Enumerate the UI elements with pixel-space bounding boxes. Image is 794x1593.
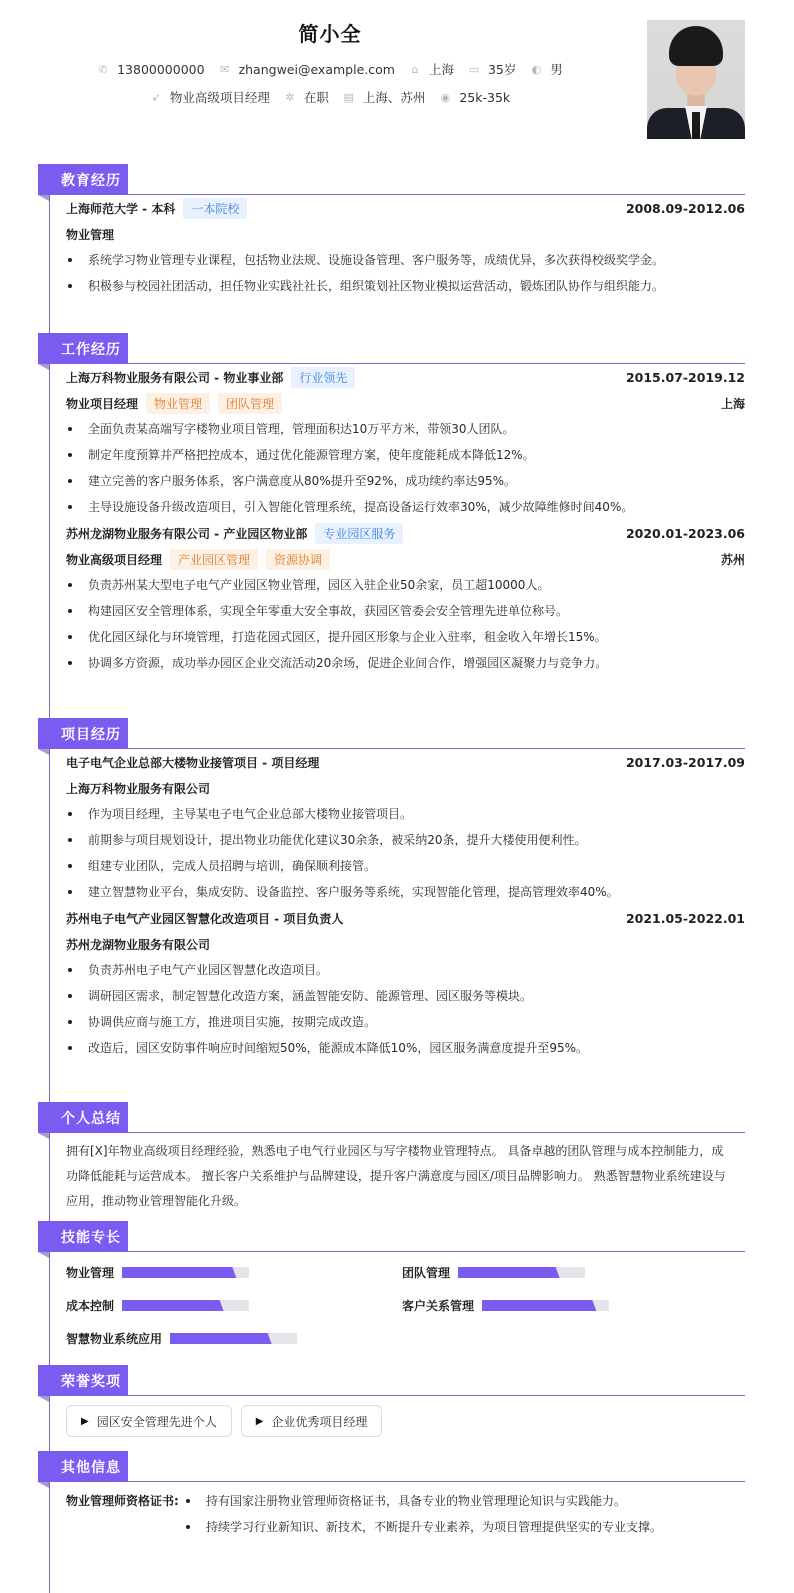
list-item: 全面负责某高端写字楼物业项目管理，管理面积达10万平方米，带领30人团队。 xyxy=(66,416,745,442)
home-icon: ⌂ xyxy=(411,62,419,76)
job-header-row xyxy=(66,364,745,390)
project-name: 苏州电子电气产业园区智慧化改造项目 - 项目负责人 xyxy=(66,911,344,926)
play-triangle-icon: ▶ xyxy=(255,1415,264,1427)
projects-section xyxy=(38,718,745,1061)
skills-section xyxy=(38,1221,745,1355)
building-icon: ▤ xyxy=(343,90,355,104)
list-item: 持续学习行业新知识、新技术，不断提升专业素养，为项目管理提供坚实的专业支撑。 xyxy=(184,1514,662,1540)
gender-item xyxy=(530,60,563,78)
project-company: 苏州龙湖物业服务有限公司 xyxy=(66,937,211,952)
mail-icon: ✉ xyxy=(219,62,230,76)
school-name: 上海师范大学 - 本科 xyxy=(66,201,176,216)
skill-tag: 产业园区管理 xyxy=(170,549,258,570)
skill-bar xyxy=(482,1300,609,1311)
company-name: 上海万科物业服务有限公司 - 物业事业部 xyxy=(66,370,284,385)
company-name: 苏州龙湖物业服务有限公司 - 产业园区物业部 xyxy=(66,526,308,541)
status-text: 在职 xyxy=(303,90,329,105)
list-item: 构建园区安全管理体系，实现全年零重大安全事故，获园区管委会安全管理先进单位称号。 xyxy=(66,598,745,624)
target-city-item xyxy=(343,88,426,106)
list-item: 协调供应商与施工方，推进项目实施，按期完成改造。 xyxy=(66,1009,745,1035)
list-item: 积极参与校园社团活动，担任物业实践社社长，组织策划社区物业模拟运营活动，锻炼团队协作与组织能力。 xyxy=(66,273,745,299)
age-icon: ▭ xyxy=(468,62,480,76)
job-intent-row xyxy=(0,88,660,106)
phone-icon: ✆ xyxy=(98,62,108,76)
skills-grid xyxy=(66,1252,745,1355)
list-item: 持有国家注册物业管理师资格证书，具备专业的物业管理理论知识与实践能力。 xyxy=(184,1488,662,1514)
city-item xyxy=(409,60,454,78)
project-bullets xyxy=(66,957,745,1061)
age-item xyxy=(468,60,516,78)
contact-row xyxy=(0,60,660,78)
send-icon: ➶ xyxy=(151,90,161,104)
skill-item: 物业管理 xyxy=(66,1256,402,1289)
skill-bar xyxy=(170,1333,297,1344)
project-header-row xyxy=(66,905,745,931)
certificate-label: 物业管理师资格证书: xyxy=(66,1494,179,1508)
list-item: 优化园区绿化与环境管理，打造花园式园区，提升园区形象与企业入驻率，租金收入年增长15%。 xyxy=(66,624,745,650)
skill-tag: 团队管理 xyxy=(218,393,282,414)
section-title: 其他信息 xyxy=(38,1451,128,1482)
gender-text: 男 xyxy=(550,62,563,77)
resume-header xyxy=(0,0,794,150)
list-item: 系统学习物业管理专业课程，包括物业法规、设施设备管理、客户服务等，成绩优异，多次获得校级奖学金。 xyxy=(66,247,745,273)
skill-item: 智慧物业系统应用 xyxy=(66,1322,402,1355)
list-item: 负责苏州某大型电子电气产业园区物业管理，园区入驻企业50余家，员工超10000人。 xyxy=(66,572,745,598)
award-item: ▶ 企业优秀项目经理 xyxy=(241,1405,383,1437)
salary-item xyxy=(439,90,510,105)
candidate-name: 简小全 xyxy=(298,22,362,46)
job-bullets xyxy=(66,572,745,676)
position-item xyxy=(150,88,270,106)
education-section xyxy=(38,164,745,299)
skill-item: 团队管理 xyxy=(402,1256,738,1289)
job-header-row xyxy=(66,520,745,546)
list-item: 协调多方资源，成功举办园区企业交流活动20余场，促进企业间合作，增强园区凝聚力与竞争力。 xyxy=(66,650,745,676)
email-item xyxy=(219,62,395,77)
list-item: 建立智慧物业平台，集成安防、设备监控、客户服务等系统，实现智能化管理，提高管理效率40%。 xyxy=(66,879,745,905)
section-title: 工作经历 xyxy=(38,333,128,364)
list-item: 前期参与项目规划设计，提出物业功能优化建议30余条，被采纳20条，提升大楼使用便利性。 xyxy=(66,827,745,853)
list-item: 负责苏州电子电气产业园区智慧化改造项目。 xyxy=(66,957,745,983)
list-item: 组建专业团队，完成人员招聘与培训，确保顺利接管。 xyxy=(66,853,745,879)
job-role: 物业高级项目经理 xyxy=(66,552,163,567)
phone-text: 13800000000 xyxy=(117,61,205,77)
awards-section xyxy=(38,1365,745,1437)
job-location: 上海 xyxy=(720,396,745,411)
section-title: 教育经历 xyxy=(38,164,128,195)
school-tag: 一本院校 xyxy=(183,198,247,219)
skill-item: 客户关系管理 xyxy=(402,1289,738,1322)
job-role: 物业项目经理 xyxy=(66,396,139,411)
award-item: ▶ 园区安全管理先进个人 xyxy=(66,1405,232,1437)
section-title: 项目经历 xyxy=(38,718,128,749)
job-date: 2020.01-2023.06 xyxy=(625,525,745,541)
salary-icon: ◉ xyxy=(440,90,451,104)
job-role-row xyxy=(66,390,745,416)
section-title: 个人总结 xyxy=(38,1102,128,1133)
list-item: 改造后，园区安防事件响应时间缩短50%，能源成本降低10%，园区服务满意度提升至95%。 xyxy=(66,1035,745,1061)
list-item: 制定年度预算并严格把控成本，通过优化能源管理方案，使年度能耗成本降低12%。 xyxy=(66,442,745,468)
certificate-bullets xyxy=(184,1488,662,1540)
list-item: 建立完善的客户服务体系，客户满意度从80%提升至92%，成功续约率达95%。 xyxy=(66,468,745,494)
skill-bar xyxy=(458,1267,585,1278)
job-location: 苏州 xyxy=(720,552,745,567)
project-bullets xyxy=(66,801,745,905)
education-bullets xyxy=(66,247,745,299)
work-section xyxy=(38,333,745,676)
project-date: 2017.03-2017.09 xyxy=(625,754,745,770)
job-bullets xyxy=(66,416,745,520)
status-icon: ✲ xyxy=(285,90,295,104)
list-item: 调研园区需求，制定智慧化改造方案，涵盖智能安防、能源管理、园区服务等模块。 xyxy=(66,983,745,1009)
summary-text: 拥有[X]年物业高级项目经理经验，熟悉电子电气行业园区与写字楼物业管理特点。 具备卓越的团队管理与成本控制能力，成功降低能耗与运营成本。 擅长客户关系维护与品牌建设，提升客户满意度与园区/项目品牌影响力。 熟悉智慧物业系统建设与应用，推动物业管理智能化升级。 xyxy=(66,1144,726,1208)
skill-item: 成本控制 xyxy=(66,1289,402,1322)
play-triangle-icon: ▶ xyxy=(81,1415,89,1427)
gender-icon: ◐ xyxy=(531,62,542,76)
skill-tag: 资源协调 xyxy=(266,549,330,570)
company-tag: 行业领先 xyxy=(291,367,355,388)
job-date: 2015.07-2019.12 xyxy=(625,369,745,385)
skill-tag: 物业管理 xyxy=(146,393,210,414)
section-title: 荣誉奖项 xyxy=(38,1365,128,1396)
status-item xyxy=(284,88,329,106)
city-text: 上海 xyxy=(428,62,454,77)
project-header-row xyxy=(66,749,745,775)
age-text: 35岁 xyxy=(487,62,517,77)
list-item: 主导设施设备升级改造项目，引入智能化管理系统，提高设备运行效率30%，减少故障维修时间40%。 xyxy=(66,494,745,520)
project-date: 2021.05-2022.01 xyxy=(625,910,745,926)
salary-text: 25k-35k xyxy=(459,89,511,105)
skill-bar xyxy=(122,1300,249,1311)
project-name: 电子电气企业总部大楼物业接管项目 - 项目经理 xyxy=(66,755,320,770)
summary-section xyxy=(38,1102,745,1214)
education-header-row xyxy=(66,195,745,221)
job-role-row xyxy=(66,546,745,572)
position-text: 物业高级项目经理 xyxy=(169,90,270,105)
skill-bar xyxy=(122,1267,249,1278)
awards-list xyxy=(66,1396,745,1437)
education-date: 2008.09-2012.06 xyxy=(625,200,745,216)
major: 物业管理 xyxy=(66,227,115,242)
section-title: 技能专长 xyxy=(38,1221,128,1252)
project-company: 上海万科物业服务有限公司 xyxy=(66,781,211,796)
other-section xyxy=(38,1451,745,1540)
profile-photo xyxy=(647,20,745,139)
phone-item xyxy=(97,62,204,77)
target-city-text: 上海、苏州 xyxy=(362,90,426,105)
list-item: 作为项目经理，主导某电子电气企业总部大楼物业接管项目。 xyxy=(66,801,745,827)
company-tag: 专业园区服务 xyxy=(315,523,403,544)
email-text: zhangwei@example.com xyxy=(238,61,395,77)
